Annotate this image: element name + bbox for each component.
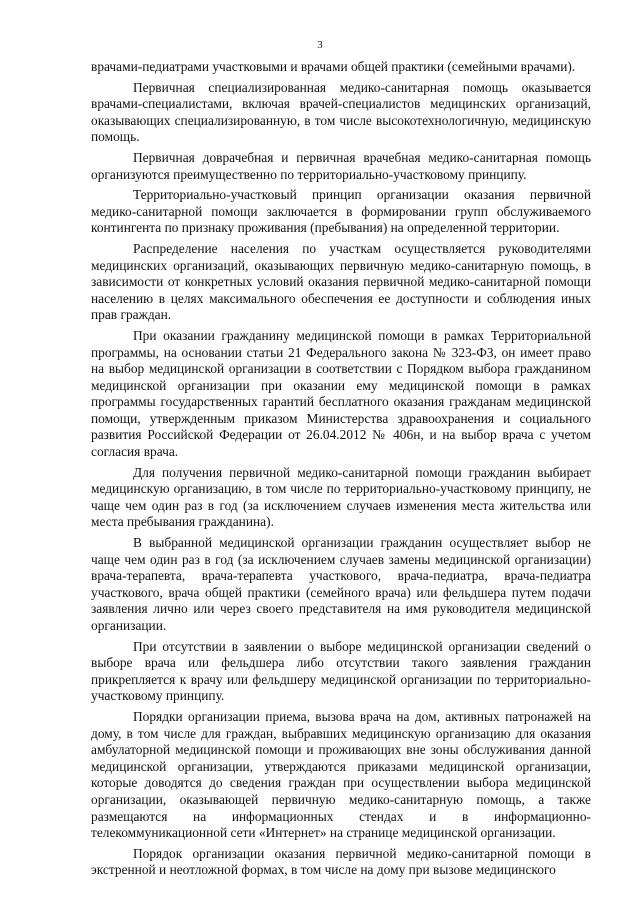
paragraph: Первичная специализированная медико-санитарная помощь оказывается врачами-специалистами, включая врачей-специалистов медицинских организаций, оказывающих специализированную, в том числе высокотехнологичную, медицинскую помощь.: [91, 79, 591, 145]
paragraph-continuation: врачами-педиатрами участковыми и врачами общей практики (семейными врачами).: [91, 59, 576, 74]
paragraph: В выбранной медицинской организации гражданин осуществляет выбор не чаще чем один раз в год (за исключением случаев замены медицинской организации) врача-терапевта, врача-терапевта участкового, врача-педиатра, врача-педиатра участкового, врача общей практики (семейного врача) или фельдшера путем подачи заявления лично или через своего представителя на имя руководителя медицинской организации.: [91, 535, 591, 633]
page-number: 3: [317, 39, 323, 51]
paragraph: Порядок организации оказания первичной медико-санитарной помощи в экстренной и неотложной формах, в том числе на дому при вызове медицинского: [91, 845, 591, 878]
paragraph: При отсутствии в заявлении о выборе медицинской организации сведений о выборе врача или фельдшера либо отсутствии такого заявления гражданин прикрепляется к врачу или фельдшеру медицинской организации по территориально-участковому принципу.: [91, 638, 591, 704]
document-body: [91, 59, 591, 883]
paragraph: Первичная доврачебная и первичная врачебная медико-санитарная помощь организуются преимущественно по территориально-участковому принципу.: [91, 149, 591, 182]
paragraph: Порядки организации приема, вызова врача на дом, активных патронажей на дому, в том числе для граждан, выбравших медицинскую организацию для оказания амбулаторной медицинской помощи и проживающих вне зоны обслуживания данной медицинской организации, утверждаются приказами медицинской организации, которые доводятся до сведения граждан при осуществлении выбора медицинской организации, оказывающей первичную медико-санитарную помощь, а также размещаются на информационных стендах и в информационно-телекоммуникационной сети «Интернет» на странице медицинской организации.: [91, 708, 591, 841]
paragraph: Территориально-участковый принцип организации оказания первичной медико-санитарной помощи заключается в формировании групп обслуживаемого контингента по признаку проживания (пребывания) на определенной территории.: [91, 187, 591, 236]
paragraph: Для получения первичной медико-санитарной помощи гражданин выбирает медицинскую организацию, в том числе по территориально-участковому принципу, не чаще чем один раз в год (за исключением случаев изменения места жительства или места пребывания гражданина).: [91, 464, 591, 530]
paragraph: Распределение населения по участкам осуществляется руководителями медицинских организаций, оказывающих первичную медико-санитарную помощь, в зависимости от конкретных условий оказания первичной медико-санитарной помощи населению в целях максимального обеспечения ее доступности и соблюдения иных прав граждан.: [91, 240, 591, 323]
paragraph: При оказании гражданину медицинской помощи в рамках Территориальной программы, на основании статьи 21 Федерального закона № 323-ФЗ, он имеет право на выбор медицинской организации в соответствии с Порядком выбора гражданином медицинской организации при оказании ему медицинской помощи в рамках программы государственных гарантий бесплатного оказания гражданам медицинской помощи, утвержденным приказом Министерства здравоохранения и социального развития Российской Федерации от 26.04.2012 № 406н, и на выбор врача с учетом согласия врача.: [91, 327, 591, 460]
